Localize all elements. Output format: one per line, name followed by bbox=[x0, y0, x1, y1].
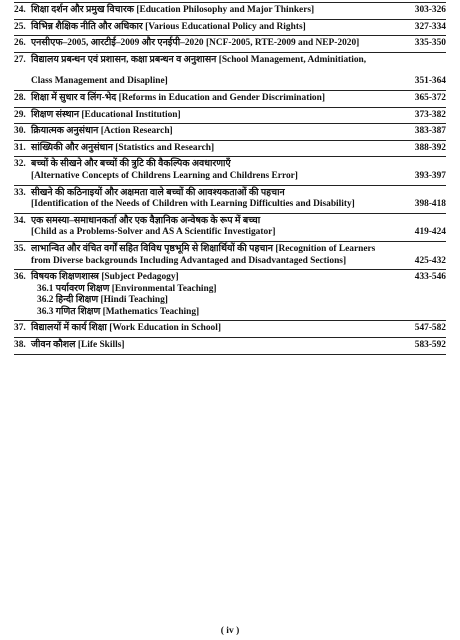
table-of-contents bbox=[14, 2, 446, 355]
entry-pages: 373-382 bbox=[414, 109, 446, 120]
title-line: बच्चों के सीखने और बच्चों की त्रुटि की वैकल्पिक अवधारणाएँ bbox=[31, 159, 231, 170]
title-line: विषयक शिक्षणशास्त्र [Subject Pedagogy] bbox=[31, 272, 179, 283]
entry-number: 27. bbox=[14, 54, 26, 65]
title-line: लाभान्वित और वंचित वर्गों सहित विविध पृष्ठभूमि से शिक्षार्थियों की पहचान [Recognition of Learners bbox=[31, 243, 376, 254]
entry-number: 24. bbox=[14, 5, 26, 15]
entry-pages: 419-424 bbox=[414, 227, 446, 238]
entry-pages: 351-364 bbox=[414, 76, 446, 87]
toc-entry bbox=[14, 214, 446, 242]
title-line: एक समस्या–समाधानकर्ता और एक वैज्ञानिक अन्वेषक के रूप में बच्चा bbox=[31, 215, 261, 226]
entry-pages: 425-432 bbox=[414, 255, 446, 266]
entry-title bbox=[31, 126, 388, 138]
entry-pages: 393-397 bbox=[414, 170, 446, 181]
entry-title bbox=[31, 5, 388, 17]
entry-number: 35. bbox=[14, 243, 26, 254]
title-line: जीवन कौशल [Life Skills] bbox=[31, 340, 125, 351]
entry-number: 37. bbox=[14, 323, 26, 334]
sub-entry: 36.3 गणित शिक्षण [Mathematics Teaching] bbox=[37, 306, 200, 317]
entry-pages: 327-334 bbox=[414, 21, 446, 32]
title-line: शिक्षा में सुधार व लिंग-भेद [Reforms in Education and Gender Discrimination] bbox=[31, 92, 325, 103]
entry-title bbox=[31, 340, 388, 352]
entry-title bbox=[31, 159, 388, 182]
toc-entry bbox=[14, 186, 446, 214]
entry-number: 28. bbox=[14, 92, 26, 103]
sub-entry: 36.1 पर्यावरण शिक्षण [Environmental Teaching] bbox=[37, 283, 217, 294]
title-line: शिक्षा दर्शन और प्रमुख विचारक [Education Philosophy and Major Thinkers] bbox=[31, 5, 315, 15]
entry-number: 36. bbox=[14, 272, 26, 283]
toc-entry bbox=[14, 242, 446, 270]
entry-title bbox=[31, 216, 388, 239]
title-line: [Identification of the Needs of Children with Learning Difficulties and Disability] bbox=[31, 199, 355, 210]
entry-title bbox=[31, 110, 388, 122]
title-line: [Alternative Concepts of Childrens Learning and Childrens Error] bbox=[31, 170, 298, 181]
entry-title bbox=[31, 22, 388, 34]
title-line: विद्यालय प्रबन्धन एवं प्रशासन, कक्षा प्रबन्धन व अनुशासन [School Management, Adminitiation, bbox=[31, 54, 367, 65]
line-gap bbox=[31, 66, 384, 76]
toc-entry bbox=[14, 141, 446, 158]
toc-entry bbox=[14, 3, 446, 20]
entry-number: 30. bbox=[14, 126, 26, 137]
toc-entry bbox=[14, 53, 446, 91]
entry-title bbox=[31, 323, 388, 335]
entry-pages: 303-326 bbox=[414, 5, 446, 15]
title-line: Class Management and Disapline] bbox=[31, 76, 168, 87]
title-line: from Diverse backgrounds Including Advantaged and Disadvantaged Sections] bbox=[31, 255, 347, 266]
entry-pages: 388-392 bbox=[414, 142, 446, 153]
entry-title bbox=[31, 272, 388, 318]
entry-number: 33. bbox=[14, 187, 26, 198]
entry-number: 38. bbox=[14, 340, 26, 351]
entry-pages: 365-372 bbox=[414, 92, 446, 103]
title-line: सीखने की कठिनाइयों और अक्षमता वाले बच्चों की आवश्यकताओं की पहचान bbox=[31, 187, 285, 198]
entry-number: 34. bbox=[14, 215, 26, 226]
entry-pages: 547-582 bbox=[414, 323, 446, 334]
entry-number: 32. bbox=[14, 159, 26, 170]
entry-pages: 383-387 bbox=[414, 126, 446, 137]
toc-entry bbox=[14, 91, 446, 108]
entry-title bbox=[31, 55, 388, 88]
page-number: ( iv ) bbox=[220, 626, 240, 636]
entry-title bbox=[31, 93, 388, 105]
entry-number: 29. bbox=[14, 109, 26, 120]
toc-entry bbox=[14, 270, 446, 321]
entry-pages: 398-418 bbox=[414, 199, 446, 210]
toc-entry bbox=[14, 124, 446, 141]
title-line: एनसीएफ–2005, आरटीई–2009 और एनईपी–2020 [NCF-2005, RTE-2009 and NEP-2020] bbox=[31, 38, 360, 49]
entry-title bbox=[31, 188, 388, 211]
entry-number: 26. bbox=[14, 38, 26, 49]
entry-title bbox=[31, 143, 388, 155]
entry-pages: 433-546 bbox=[414, 272, 446, 283]
entry-number: 25. bbox=[14, 21, 26, 32]
toc-entry bbox=[14, 321, 446, 338]
sub-entry: 36.2 हिन्दी शिक्षण [Hindi Teaching] bbox=[37, 295, 168, 306]
entry-title bbox=[31, 38, 388, 50]
title-line: सांख्यिकी और अनुसंधान [Statistics and Research] bbox=[31, 142, 215, 153]
title-line: विद्यालयों में कार्य शिक्षा [Work Education in School] bbox=[31, 323, 221, 334]
entry-pages: 583-592 bbox=[414, 340, 446, 351]
title-line: क्रियात्मक अनुसंधान [Action Research] bbox=[31, 126, 173, 137]
toc-entry bbox=[14, 20, 446, 37]
entry-pages: 335-350 bbox=[414, 38, 446, 49]
toc-entry bbox=[14, 108, 446, 125]
entry-number: 31. bbox=[14, 142, 26, 153]
title-line: विभिन्न शैक्षिक नीति और अधिकार [Various Educational Policy and Rights] bbox=[31, 21, 306, 32]
entry-title bbox=[31, 244, 388, 267]
title-line: शिक्षण संस्थान [Educational Institution] bbox=[31, 109, 181, 120]
toc-entry bbox=[14, 36, 446, 53]
toc-entry bbox=[14, 338, 446, 355]
toc-entry bbox=[14, 157, 446, 185]
title-line: [Child as a Problems-Solver and AS A Scientific Investigator] bbox=[31, 227, 276, 238]
